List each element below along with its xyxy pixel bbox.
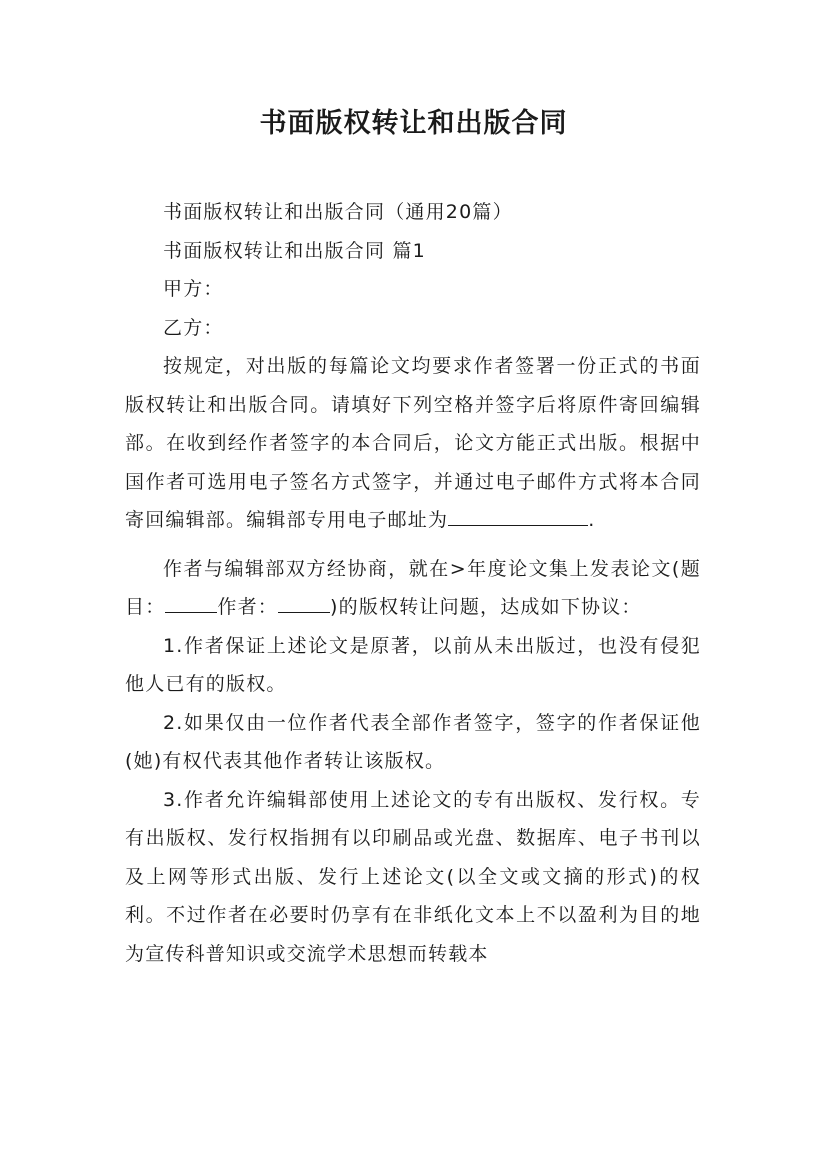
agreement-text-1: 作者与编辑部双方经协商，就在>年度论文集上发表论文(题目： bbox=[125, 557, 701, 618]
email-blank bbox=[448, 524, 588, 526]
clause-3: 3.作者允许编辑部使用上述论文的专有出版权、发行权。专有出版权、发行权指拥有以印刷品或光盘、数据库、电子书刊以及上网等形式出版、发行上述论文(以全文或文摘的形式)的权利。不过作者在必要时仍享有在非纸化文本上不以盈利为目的地为宣传科普知识或交流学术思想而转载本 bbox=[125, 788, 701, 965]
intro-end: . bbox=[588, 509, 596, 531]
document-subtitle: 书面版权转让和出版合同（通用20篇） bbox=[163, 201, 513, 223]
agreement-paragraph bbox=[125, 550, 701, 627]
document-title: 书面版权转让和出版合同 bbox=[259, 108, 568, 139]
clause-1: 1.作者保证上述论文是原著，以前从未出版过，也没有侵犯他人已有的版权。 bbox=[125, 634, 701, 695]
agreement-text-3: )的版权转让问题，达成如下协议： bbox=[330, 596, 642, 618]
author-blank bbox=[278, 611, 330, 613]
party-a-label: 甲方： bbox=[163, 278, 224, 300]
intro-paragraph bbox=[125, 347, 701, 540]
agreement-text-2: 作者： bbox=[217, 596, 279, 618]
title-blank bbox=[165, 611, 217, 613]
intro-text: 按规定，对出版的每篇论文均要求作者签署一份正式的书面版权转让和出版合同。请填好下列空格并签字后将原件寄回编辑部。在收到经作者签字的本合同后，论文方能正式出版。根据中国作者可选用电子签名方式签字，并通过电子邮件方式将本合同寄回编辑部。编辑部专用电子邮址为 bbox=[125, 355, 701, 531]
document-body bbox=[125, 193, 701, 973]
section-heading: 书面版权转让和出版合同 篇1 bbox=[163, 239, 426, 262]
party-b-label: 乙方： bbox=[163, 316, 224, 339]
clause-2: 2.如果仅由一位作者代表全部作者签字，签字的作者保证他(她)有权代表其他作者转让该版权。 bbox=[125, 711, 701, 772]
